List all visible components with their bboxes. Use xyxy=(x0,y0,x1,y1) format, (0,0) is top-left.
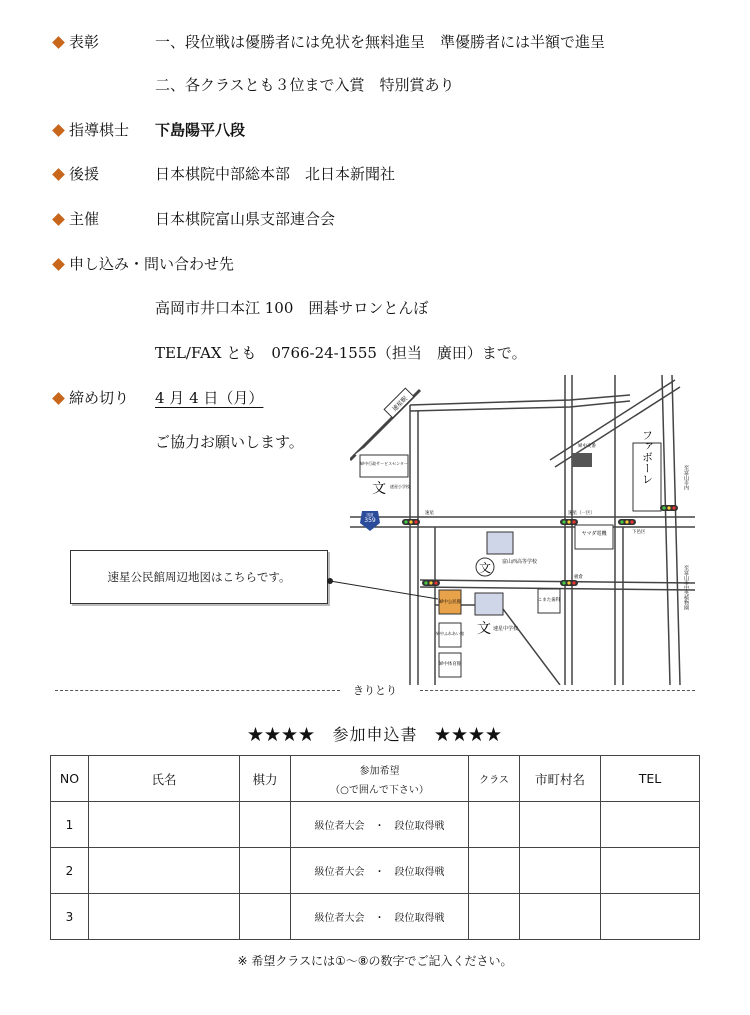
signal-label-1: 速星 xyxy=(425,511,434,516)
gym-label: 婦中体育館 xyxy=(438,662,462,667)
diamond-bullet-icon xyxy=(52,124,65,137)
school-1-icon: 文 xyxy=(372,481,386,497)
highschool-icon: 文 xyxy=(479,561,492,575)
row-number: 2 xyxy=(51,848,89,894)
header-tel: TEL xyxy=(601,756,700,802)
route-number: 359 xyxy=(364,517,376,524)
yasuragi-label: 婦中ふれあい館 xyxy=(436,631,464,636)
komatsu-label: こまた歯科 xyxy=(537,598,561,603)
cut-line-label: きりとり xyxy=(347,682,403,698)
tel-cell[interactable] xyxy=(601,848,700,894)
route-label: 国道 xyxy=(366,513,374,517)
diamond-bullet-icon xyxy=(52,36,65,49)
diamond-bullet-icon xyxy=(52,168,65,181)
map-callout: 速星公民館周辺地図はこちらです。 xyxy=(70,550,328,604)
name-cell[interactable] xyxy=(89,802,240,848)
award-line-2: 二、各クラスとも３位まで入賞 特別賞あり xyxy=(155,76,455,94)
diamond-bullet-icon xyxy=(52,213,65,226)
header-rank: 棋力 xyxy=(240,756,291,802)
deadline-value: 4 月 4 日（月） xyxy=(155,389,264,407)
diamond-bullet-icon xyxy=(52,392,65,405)
deadline-label: 締め切り xyxy=(50,388,129,408)
choice-cell[interactable]: 級位者大会 ・ 段位取得戦 xyxy=(291,802,469,848)
choice-cell[interactable]: 級位者大会 ・ 段位取得戦 xyxy=(291,848,469,894)
cut-line xyxy=(55,682,695,698)
host-value: 日本棋院富山県支部連合会 xyxy=(155,210,336,228)
class-cell[interactable] xyxy=(469,802,520,848)
center-label: 婦中行政サービスセンター xyxy=(360,461,408,466)
class-cell[interactable] xyxy=(469,848,520,894)
instructor-label: 指導棋士 xyxy=(50,120,129,140)
application-form-table xyxy=(50,755,700,940)
header-name: 氏名 xyxy=(89,756,240,802)
signal-label-3: 下邑区 xyxy=(632,530,646,535)
city-cell[interactable] xyxy=(520,894,601,940)
table-row xyxy=(51,848,700,894)
rank-cell[interactable] xyxy=(240,894,291,940)
closing-text: ご協力お願いします。 xyxy=(155,433,304,451)
direction-label-1: 至富山市内 xyxy=(683,465,689,490)
table-header-row xyxy=(51,756,700,802)
station-label: 速星駅 xyxy=(391,395,409,413)
city-cell[interactable] xyxy=(520,848,601,894)
header-hope-note: （○で囲んで下さい） xyxy=(330,784,429,796)
header-hope xyxy=(291,756,469,802)
city-cell[interactable] xyxy=(520,802,601,848)
class-cell[interactable] xyxy=(469,894,520,940)
award-line-1: 一、段位戦は優勝者には免状を無料進呈 準優勝者には半額で進呈 xyxy=(155,33,606,51)
school-1-label: 速星小学校 xyxy=(390,484,410,489)
header-hope-label: 参加希望 xyxy=(359,765,400,777)
signal-label-4: 板倉 xyxy=(574,575,583,580)
host-label: 主催 xyxy=(50,209,99,229)
form-title: ★★★★ 参加申込書 ★★★★ xyxy=(247,725,503,744)
form-note: ※ 希望クラスには①～⑧の数字でご記入ください。 xyxy=(237,954,513,968)
support-value: 日本棋院中部総本部 北日本新聞社 xyxy=(155,165,396,183)
highschool-label: 富山西高等学校 xyxy=(502,559,538,565)
contact-label: 申し込み・問い合わせ先 xyxy=(50,254,234,274)
kominkan-label: 婦中公民館 xyxy=(438,600,462,605)
direction-label-2: 至富山市中央植物園 xyxy=(683,565,689,610)
name-cell[interactable] xyxy=(89,894,240,940)
table-row xyxy=(51,894,700,940)
award-label: 表彰 xyxy=(50,32,99,52)
rank-cell[interactable] xyxy=(240,848,291,894)
name-cell[interactable] xyxy=(89,848,240,894)
support-label: 後援 xyxy=(50,164,99,184)
area-map xyxy=(350,375,695,685)
table-row xyxy=(51,802,700,848)
farbole-label: ファボーレ xyxy=(640,429,654,485)
signal-label-2: 速星（一区） xyxy=(568,511,595,516)
contact-tel: TEL/FAX とも 0766-24-1555（担当 廣田）まで。 xyxy=(155,344,527,362)
tel-cell[interactable] xyxy=(601,802,700,848)
tel-cell[interactable] xyxy=(601,894,700,940)
yamada-label: ヤマダ電機 xyxy=(581,531,607,537)
diamond-bullet-icon xyxy=(52,258,65,271)
header-city: 市町村名 xyxy=(520,756,601,802)
middle-school-icon: 文 xyxy=(477,621,491,637)
police-label: 婦中交番 xyxy=(578,444,596,449)
header-class: クラス xyxy=(469,756,520,802)
row-number: 3 xyxy=(51,894,89,940)
row-number: 1 xyxy=(51,802,89,848)
callout-pointer xyxy=(326,575,446,605)
instructor-value: 下島陽平八段 xyxy=(155,121,246,139)
choice-cell[interactable]: 級位者大会 ・ 段位取得戦 xyxy=(291,894,469,940)
contact-address: 高岡市井口本江 100 囲碁サロンとんぼ xyxy=(155,299,429,317)
header-no: NO xyxy=(51,756,89,802)
rank-cell[interactable] xyxy=(240,802,291,848)
middle-school-label: 速星中学校 xyxy=(493,626,519,632)
